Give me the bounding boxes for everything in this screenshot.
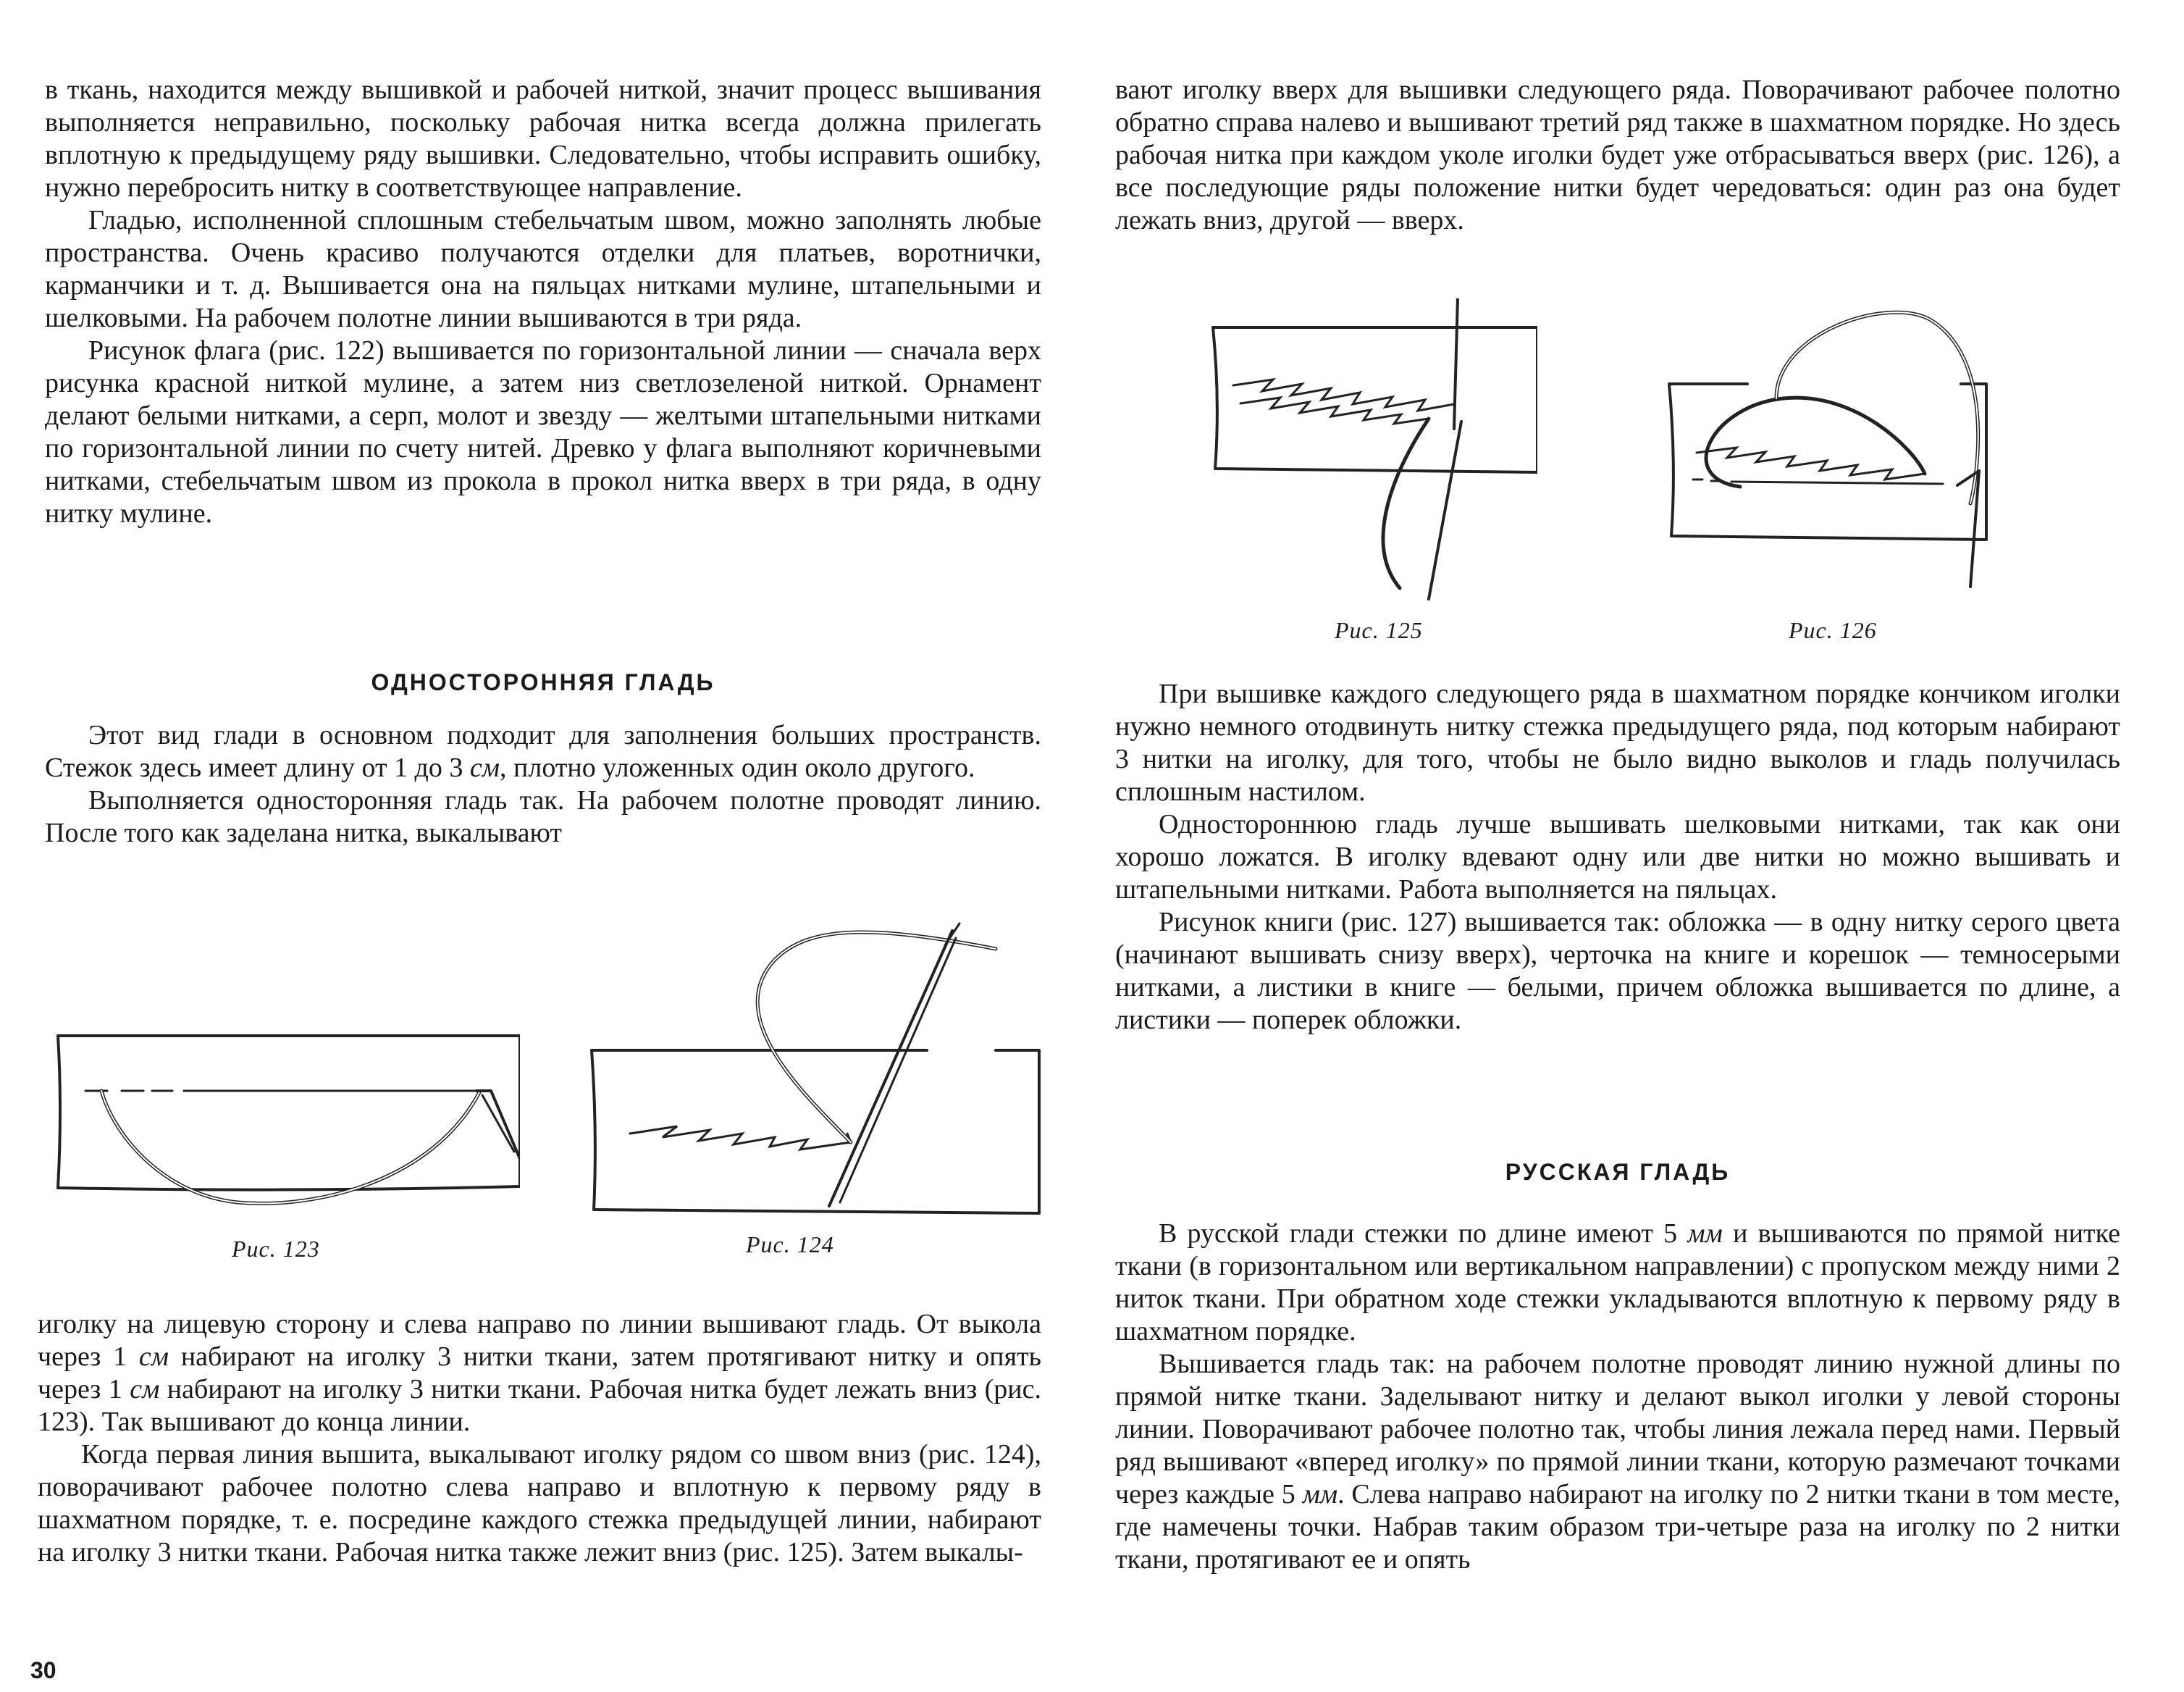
right-text-block-1 [1115,74,2120,237]
section-heading-odnostoronnyaya: ОДНОСТОРОННЯЯ ГЛАДЬ [371,669,715,695]
paragraph: Вышивается гладь так: на рабочем полотне проводят линию нужной длины по прямой нитке ткани. Заделывают нитку и делают выкол иголки у левой стороны линии. Поворачивают рабочее полотно так, чтобы линия лежала перед нами. Первый ряд вышивают «вперед иголку» по прямой линии ткани, которую размечают точками через каждые 5 мм. Слева направо набирают на иголку по 2 нитки ткани в том месте, где намечены точки. Набрав таким образом три-четыре раза на иголку по 2 нитки ткани, протягивают ее и опять [1115,1349,2120,1575]
figure-126 [1668,290,2001,594]
figure-123-drawing [56,1029,520,1239]
paragraph: Выполняется односторонняя гладь так. На рабочем полотне проводят линию. После того как заделана нитка, выкалывают [45,785,1041,848]
paragraph: Когда первая линия вышита, выкалывают иголку рядом со швом вниз (рис. 124), поворачивают рабочее полотно слева направо и вплотную к первому ряду в шахматном порядке, т. е. посредине каждого стежка предыдущей линии, набирают на иголку 3 нитки ткани. Рабочая нитка также лежит вниз (рис. 125). Затем выкалы- [38,1439,1041,1567]
section-heading-russkaya: РУССКАЯ ГЛАДЬ [1505,1159,1731,1185]
paragraph: В русской глади стежки по длине имеют 5 мм и вышиваются по прямой нитке ткани (в горизонтальном или вертикальном направлении) с пропуском между ними 2 ниток ткани. При обратном ходе стежки укладываются вплотную к первому ряду в шахматном порядке. [1115,1218,2121,1347]
paragraph: Этот вид глади в основном подходит для заполнения больших пространств. Стежок здесь имеет длину от 1 до 3 см, плотно уложенных один около другого. [45,720,1041,783]
left-text-block-3 [38,1308,1041,1569]
figure-123-caption: Рис. 123 [232,1236,320,1262]
paragraph: иголку на лицевую сторону и слева направо по линии вышивают гладь. От выкола через 1 см набирают на иголку 3 нитки ткани, затем протягивают нитку и опять через 1 см набирают на иголку 3 нитки ткани. Рабочая нитка будет лежать вниз (рис. 123). Так вышивают до конца линии. [38,1309,1042,1437]
figure-123 [56,1029,520,1239]
right-text-block-3 [1115,1156,2120,1576]
left-text-block-1 [45,74,1041,530]
figure-124 [590,916,1054,1235]
figure-126-drawing [1668,290,2001,594]
paragraph: в ткань, находится между вышивкой и рабочей ниткой, значит процесс вышивания выполняется неправильно, поскольку рабочая нитка всегда должна прилегать вплотную к предыдущему ряду вышивки. Следовательно, чтобы исправить ошибку, нужно перебросить нитку в соответствующее направление. [45,75,1041,203]
paragraph: вают иголку вверх для вышивки следующего ряда. Поворачивают рабочее полотно обратно справа налево и вышивают третий ряд также в шахматном порядке. Но здесь рабочая нитка при каждом уколе иголки будет уже отбрасываться вверх (рис. 126), а все последующие ряды положение нитки будет чередоваться: один раз она будет лежать вниз, другой — вверх. [1115,75,2120,235]
figure-124-drawing [590,916,1054,1235]
paragraph: Гладью, исполненной сплошным стебельчатым швом, можно заполнять любые пространства. Очень красиво получаются отделки для платьев, воротнички, карманчики и т. д. Вышивается она на пяльцах нитками мулине, штапельными и шелковыми. На рабочем полотне линии вышиваются в три ряда. [45,205,1041,333]
figure-125-drawing [1211,298,1537,617]
figure-124-caption: Рис. 124 [746,1231,834,1257]
figure-125-caption: Рис. 125 [1335,617,1423,643]
right-page [1092,0,2184,1692]
paragraph: При вышивке каждого следующего ряда в шахматном порядке кончиком иголки нужно немного отодвинуть нитку стежка предыдущего ряда, под которым набирают 3 нитки на иголку, для того, чтобы не было видно выколов и гладь получилась сплошным настилом. [1115,679,2120,807]
figure-126-caption: Рис. 126 [1789,617,1877,643]
right-text-block-2 [1115,678,2120,1036]
paragraph: Рисунок книги (рис. 127) вышивается так: обложка — в одну нитку серого цвета (начинают вышивать снизу вверх), черточка на книге и корешок — темносерыми нитками, а листики в книге — белыми, причем обложка вышивается по длине, а листики — поперек обложки. [1115,907,2120,1035]
paragraph: Рисунок флага (рис. 122) вышивается по горизонтальной линии — сначала верх рисунка красной ниткой мулине, а затем низ светлозеленой ниткой. Орнамент делают белыми нитками, а серп, молот и звезду — желтыми штапельными нитками по горизонтальной линии по счету нитей. Древко у флага выполняют коричневыми нитками, стебельчатым швом из прокола в прокол нитка вверх в три ряда, в одну нитку мулине. [45,335,1041,529]
figure-125 [1211,298,1537,617]
paragraph: Одностороннюю гладь лучше вышивать шелковыми нитками, так как они хорошо ложатся. В иголку вдевают одну или две нитки но можно вышивать и штапельными нитками. Работа выполняется на пяльцах. [1115,809,2120,905]
page-number: 30 [30,1657,56,1683]
left-text-block-2 [45,666,1041,850]
